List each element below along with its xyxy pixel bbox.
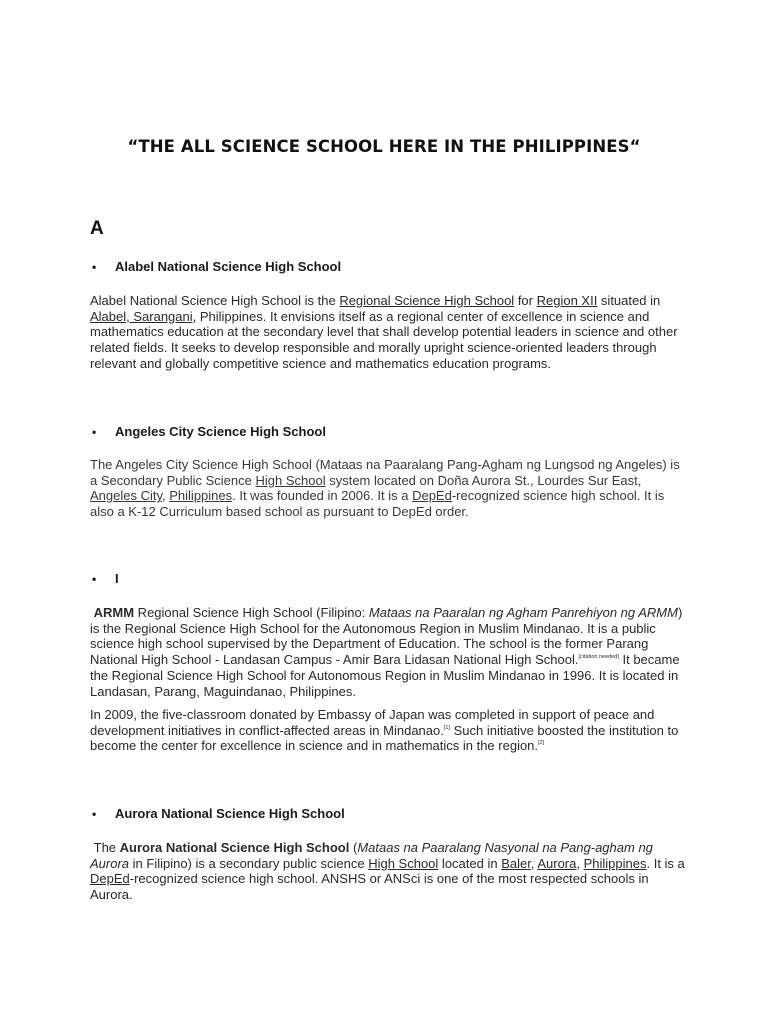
text: In 2009, the five-classroom donated by Embassy of Japan was completed in support of peace and development initiatives in conflict-affected areas in Mindanao. bbox=[90, 707, 655, 738]
text: Mataas na Paaralan ng Agham Panrehiyon ng ARMM bbox=[368, 605, 678, 620]
text: located in bbox=[438, 855, 502, 871]
text: in Filipino) is a secondary public science bbox=[129, 855, 369, 871]
reference-2[interactable]: [2] bbox=[538, 740, 545, 747]
text: Aurora National Science High School bbox=[119, 840, 350, 855]
heading-text: Angeles City Science High School bbox=[115, 424, 326, 439]
bullet: • bbox=[92, 260, 97, 274]
text: system located on Doña Aurora St., Lourdes Sur East, bbox=[325, 472, 642, 488]
text: , bbox=[576, 855, 584, 871]
text: situated in bbox=[597, 293, 661, 308]
link-high-school[interactable]: High School bbox=[368, 855, 439, 871]
text: -recognized science high school. It is also a K-12 Curriculum based school as pursuant to DepEd order. bbox=[90, 488, 665, 520]
text: for bbox=[514, 293, 537, 308]
text: ( bbox=[349, 840, 358, 855]
text: ARMM bbox=[93, 605, 135, 620]
section-letter: A bbox=[90, 218, 104, 239]
heading-text: Aurora National Science High School bbox=[115, 806, 345, 821]
link-high-school[interactable]: High School bbox=[255, 472, 326, 488]
paragraph-armm bbox=[90, 605, 686, 699]
text: . It was founded in 2006. It is a bbox=[232, 488, 413, 504]
link-angeles-city[interactable]: Angeles City bbox=[90, 488, 163, 504]
citation-needed: [citation needed] bbox=[578, 654, 619, 661]
text: It became the Regional Science High School for Autonomous Region in Muslim Mindanao in 1996. It is located in Landasan, Parang, Maguindanao, Philippines. bbox=[90, 652, 680, 699]
link-regional-science-high-school[interactable]: Regional Science High School bbox=[339, 293, 515, 308]
bullet: • bbox=[92, 572, 97, 586]
bullet: • bbox=[92, 425, 97, 439]
link-aurora[interactable]: Aurora bbox=[537, 855, 577, 871]
reference-1[interactable]: [1] bbox=[443, 724, 450, 731]
text: The Angeles City Science High School (Mataas na Paaralang Pang-Agham ng Lungsod ng Angeles) is a Secondary Public Science bbox=[90, 457, 680, 488]
text: The bbox=[93, 840, 120, 855]
bullet: • bbox=[92, 807, 97, 821]
school-heading-armm bbox=[92, 571, 119, 586]
link-region-xii[interactable]: Region XII bbox=[536, 293, 598, 308]
link-philippines[interactable]: Philippines bbox=[169, 488, 233, 504]
link-baler[interactable]: Baler bbox=[501, 855, 531, 871]
page-title: “THE ALL SCIENCE SCHOOL HERE IN THE PHILIPPINES“ bbox=[127, 137, 641, 156]
link-alabel-sarangani[interactable]: Alabel, Sarangani bbox=[90, 308, 193, 324]
school-heading-alabel bbox=[92, 259, 341, 274]
text: , bbox=[530, 855, 538, 871]
school-heading-aurora bbox=[92, 806, 345, 821]
paragraph-armm-2009 bbox=[90, 707, 686, 754]
text: . It is a bbox=[646, 855, 685, 871]
paragraph-angeles bbox=[90, 457, 686, 520]
link-deped[interactable]: DepEd bbox=[412, 488, 452, 504]
school-heading-angeles bbox=[92, 424, 326, 439]
text: Such initiative boosted the institution to become the center for excellence in science and in mathematics in the region. bbox=[90, 722, 679, 754]
text: , Philippines. It envisions itself as a regional center of excellence in science and mathematics education at the secondary level that shall develop potential leaders in science and other related fields. It seeks to develop responsible and morally upright science-oriented leaders through relevant and globally competitive science and mathematics education programs. bbox=[90, 308, 678, 371]
text: Alabel National Science High School is the bbox=[90, 293, 340, 308]
text: -recognized science high school. ANSHS or ANSci is one of the most respected schools in Aurora. bbox=[90, 871, 649, 903]
link-philippines[interactable]: Philippines bbox=[583, 855, 647, 871]
paragraph-alabel bbox=[90, 293, 686, 372]
text: Mataas na Paaralang Nasyonal na Pang-agham ng Aurora bbox=[90, 840, 653, 871]
text: Regional Science High School (Filipino: bbox=[134, 605, 369, 620]
heading-text: I bbox=[115, 571, 119, 586]
link-deped[interactable]: DepEd bbox=[90, 871, 130, 887]
heading-text: Alabel National Science High School bbox=[115, 259, 342, 274]
text: , bbox=[162, 488, 170, 504]
text: ) is the Regional Science High School for the Autonomous Region in Muslim Mindanao. It is a public science high school supervised by the Department of Education. The school is the former Parang National High School - Landasan Campus - Amir Bara Lidasan National High School. bbox=[90, 605, 683, 668]
paragraph-aurora bbox=[90, 840, 686, 903]
